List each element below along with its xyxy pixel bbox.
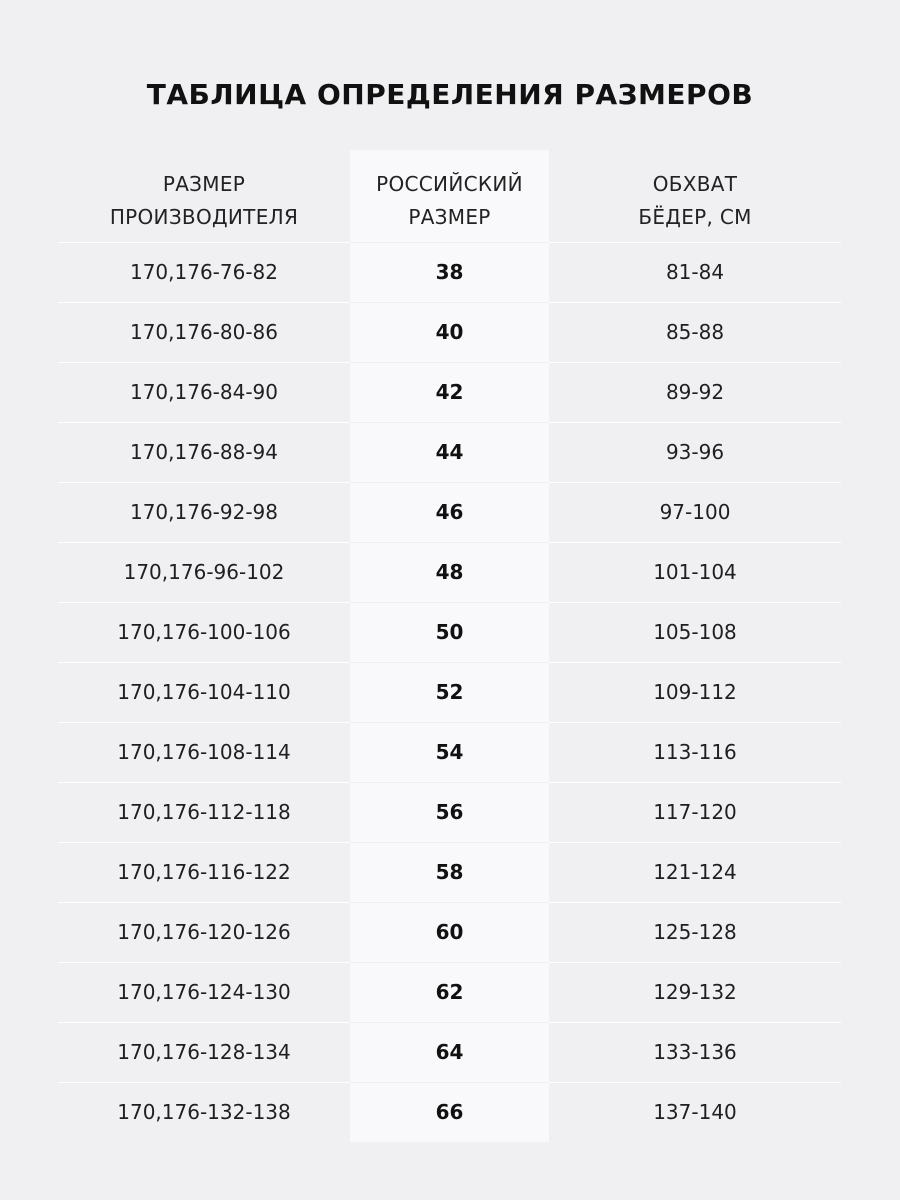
russian-size-cell: 58 xyxy=(435,860,464,884)
table-row xyxy=(0,662,900,722)
manufacturer-size-cell: 170,176-76-82 xyxy=(129,260,279,284)
hip-girth-cell: 101-104 xyxy=(653,560,737,584)
manufacturer-size-cell: 170,176-92-98 xyxy=(129,500,279,524)
table-body xyxy=(0,242,900,1142)
russian-size-cell: 42 xyxy=(435,380,464,404)
manufacturer-size-cell: 170,176-104-110 xyxy=(117,680,291,704)
hip-girth-cell: 109-112 xyxy=(653,680,737,704)
manufacturer-size-cell: 170,176-112-118 xyxy=(117,800,291,824)
manufacturer-size-cell: 170,176-108-114 xyxy=(117,740,291,764)
manufacturer-size-cell: 170,176-128-134 xyxy=(117,1040,291,1064)
hip-girth-cell: 137-140 xyxy=(653,1100,737,1124)
russian-size-cell: 54 xyxy=(435,740,464,764)
hip-girth-cell: 89-92 xyxy=(665,380,725,404)
hip-girth-cell: 121-124 xyxy=(653,860,737,884)
manufacturer-size-cell: 170,176-88-94 xyxy=(129,440,279,464)
russian-size-cell: 52 xyxy=(435,680,464,704)
table-row xyxy=(0,302,900,362)
hip-girth-cell: 125-128 xyxy=(653,920,737,944)
hip-girth-cell: 81-84 xyxy=(665,260,725,284)
hip-girth-cell: 93-96 xyxy=(665,440,725,464)
hip-girth-cell: 133-136 xyxy=(653,1040,737,1064)
manufacturer-size-cell: 170,176-120-126 xyxy=(117,920,291,944)
table-row xyxy=(0,782,900,842)
russian-size-cell: 56 xyxy=(435,800,464,824)
hip-girth-cell: 113-116 xyxy=(653,740,737,764)
table-row xyxy=(0,542,900,602)
russian-size-cell: 40 xyxy=(435,320,464,344)
russian-size-cell: 38 xyxy=(435,260,464,284)
russian-size-cell: 50 xyxy=(435,620,464,644)
russian-size-cell: 62 xyxy=(435,980,464,1004)
russian-size-cell: 46 xyxy=(435,500,464,524)
header-manufacturer-size: РАЗМЕР ПРОИЗВОДИТЕЛЯ xyxy=(109,172,299,229)
table-row xyxy=(0,602,900,662)
header-hip-girth: ОБХВАТ БЁДЕР, СМ xyxy=(638,172,752,229)
table-row xyxy=(0,482,900,542)
hip-girth-cell: 129-132 xyxy=(653,980,737,1004)
hip-girth-cell: 105-108 xyxy=(653,620,737,644)
header-russian-size: РОССИЙСКИЙ РАЗМЕР xyxy=(376,172,523,229)
table-row xyxy=(0,422,900,482)
table-row xyxy=(0,962,900,1022)
russian-size-cell: 60 xyxy=(435,920,464,944)
manufacturer-size-cell: 170,176-100-106 xyxy=(117,620,291,644)
hip-girth-cell: 85-88 xyxy=(665,320,725,344)
manufacturer-size-cell: 170,176-80-86 xyxy=(129,320,279,344)
table-row xyxy=(0,1082,900,1142)
russian-size-cell: 64 xyxy=(435,1040,464,1064)
table-row xyxy=(0,722,900,782)
table-header xyxy=(0,160,900,242)
table-row xyxy=(0,362,900,422)
table-row xyxy=(0,842,900,902)
russian-size-cell: 44 xyxy=(435,440,464,464)
manufacturer-size-cell: 170,176-84-90 xyxy=(129,380,279,404)
manufacturer-size-cell: 170,176-96-102 xyxy=(123,560,285,584)
table-row xyxy=(0,242,900,302)
table-row xyxy=(0,902,900,962)
table-row xyxy=(0,1022,900,1082)
page-title: ТАБЛИЦА ОПРЕДЕЛЕНИЯ РАЗМЕРОВ xyxy=(146,78,754,111)
manufacturer-size-cell: 170,176-132-138 xyxy=(117,1100,291,1124)
manufacturer-size-cell: 170,176-116-122 xyxy=(117,860,291,884)
russian-size-cell: 66 xyxy=(435,1100,464,1124)
hip-girth-cell: 97-100 xyxy=(659,500,731,524)
manufacturer-size-cell: 170,176-124-130 xyxy=(117,980,291,1004)
hip-girth-cell: 117-120 xyxy=(653,800,737,824)
russian-size-cell: 48 xyxy=(435,560,464,584)
